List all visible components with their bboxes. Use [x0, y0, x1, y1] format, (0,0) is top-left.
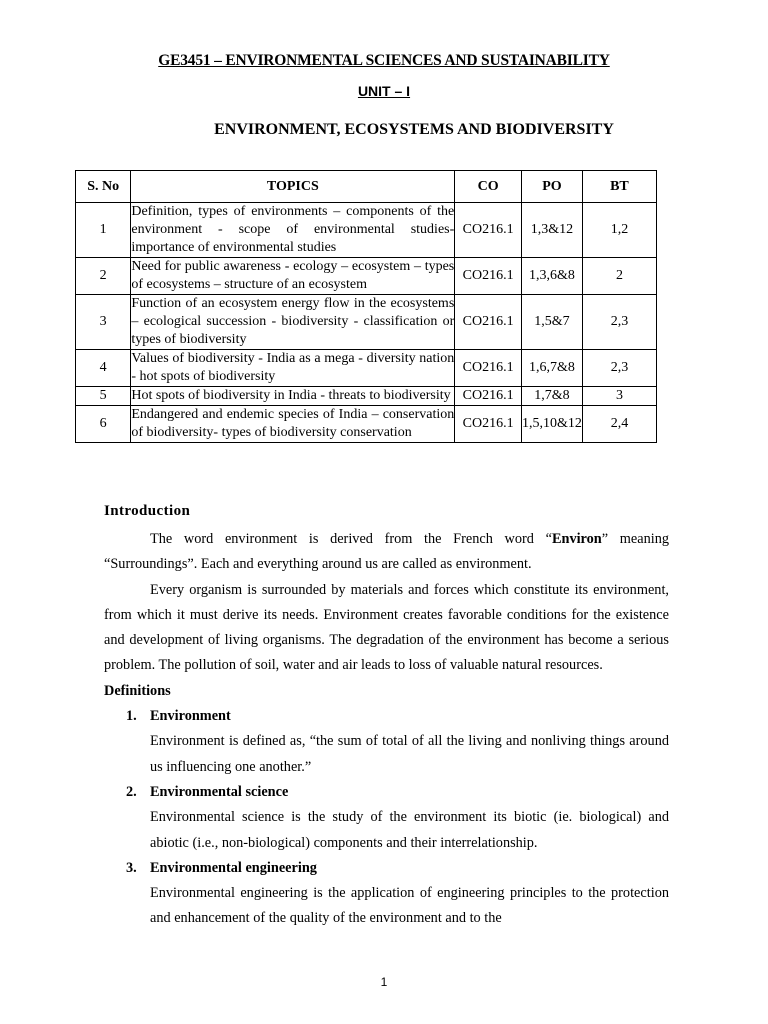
definition-text: Environmental engineering is the application of engineering principles to the protection and enhancement of the quality of the environment and to the — [150, 885, 669, 927]
row-po: 1,5,10&12 — [522, 406, 583, 443]
row-topic: Need for public awareness - ecology – ecosystem – types of ecosystems – structure of an ecosystem — [131, 258, 455, 295]
definition-item — [126, 704, 669, 780]
row-po: 1,3,6&8 — [522, 258, 583, 295]
table-row — [76, 350, 657, 387]
unit-label: UNIT – I — [357, 83, 411, 99]
row-sno: 2 — [76, 258, 131, 295]
row-bt: 1,2 — [582, 203, 656, 258]
definition-number: 1. — [126, 708, 137, 725]
intro-text-after: ” meaning “Surroundings”. Each and everything around us are called as environment. — [104, 531, 669, 573]
intro-bold-word: Environ — [551, 531, 602, 547]
row-topic: Hot spots of biodiversity in India - threats to biodiversity — [131, 387, 455, 406]
row-sno: 6 — [76, 406, 131, 443]
header-topics: TOPICS — [131, 171, 455, 203]
row-sno: 3 — [76, 295, 131, 350]
row-po: 1,3&12 — [522, 203, 583, 258]
row-topic: Definition, types of environments – components of the environment - scope of environmental studies- importance of environmental studies — [131, 203, 455, 258]
row-co: CO216.1 — [455, 295, 522, 350]
row-co: CO216.1 — [455, 258, 522, 295]
definition-item — [126, 780, 669, 856]
definition-text: Environmental science is the study of the environment its biotic (ie. biological) and abiotic (i.e., non-biological) components and their interrelationship. — [150, 809, 669, 851]
row-bt: 2,3 — [582, 295, 656, 350]
row-bt: 2,4 — [582, 406, 656, 443]
row-topic: Function of an ecosystem energy flow in the ecosystems – ecological succession - biodiversity - classification or types of biodiversity — [131, 295, 455, 350]
table-row — [76, 203, 657, 258]
table-row — [76, 387, 657, 406]
row-bt: 2,3 — [582, 350, 656, 387]
definitions-heading: Definitions — [104, 682, 171, 699]
row-co: CO216.1 — [455, 406, 522, 443]
header-bt: BT — [582, 171, 656, 203]
intro-paragraph-1 — [104, 527, 669, 578]
intro-paragraph-2: Every organism is surrounded by materials and forces which constitute its environment, from which it must derive its needs. Environment creates favorable conditions for the existence and development of living organisms. The degradation of the environment has become a serious problem. The pollution of soil, water and air leads to loss of valuable natural resources. — [104, 581, 669, 674]
row-topic: Endangered and endemic species of India – conservation of biodiversity- types of biodiversity conservation — [131, 406, 455, 443]
row-sno: 1 — [76, 203, 131, 258]
row-po: 1,6,7&8 — [522, 350, 583, 387]
introduction-heading: Introduction — [104, 503, 191, 519]
header-sno: S. No — [76, 171, 131, 203]
table-row — [76, 258, 657, 295]
definition-term: Environment — [150, 708, 231, 725]
table-row — [76, 406, 657, 443]
definition-term: Environmental science — [150, 783, 289, 800]
topics-table — [75, 170, 657, 443]
intro-text-before: The word environment is derived from the French word “ — [150, 531, 552, 547]
table-row — [76, 295, 657, 350]
page-number: 1 — [380, 975, 388, 989]
row-sno: 4 — [76, 350, 131, 387]
definition-item — [126, 856, 669, 932]
row-co: CO216.1 — [455, 350, 522, 387]
row-topic: Values of biodiversity - India as a mega - diversity nation - hot spots of biodiversity — [131, 350, 455, 387]
row-co: CO216.1 — [455, 387, 522, 406]
row-co: CO216.1 — [455, 203, 522, 258]
course-title: GE3451 – ENVIRONMENTAL SCIENCES AND SUSTAINABILITY — [158, 52, 610, 69]
definition-number: 3. — [126, 859, 137, 876]
unit-title: ENVIRONMENT, ECOSYSTEMS AND BIODIVERSITY — [214, 121, 614, 138]
row-sno: 5 — [76, 387, 131, 406]
definition-number: 2. — [126, 783, 137, 800]
table-header-row — [76, 171, 657, 203]
row-bt: 3 — [582, 387, 656, 406]
body-content — [104, 527, 669, 932]
definition-term: Environmental engineering — [150, 859, 317, 876]
header-po: PO — [522, 171, 583, 203]
row-po: 1,5&7 — [522, 295, 583, 350]
row-po: 1,7&8 — [522, 387, 583, 406]
definition-text: Environment is defined as, “the sum of total of all the living and nonliving things around us influencing one another.” — [150, 733, 669, 775]
row-bt: 2 — [582, 258, 656, 295]
definitions-list — [104, 704, 669, 932]
header-co: CO — [455, 171, 522, 203]
